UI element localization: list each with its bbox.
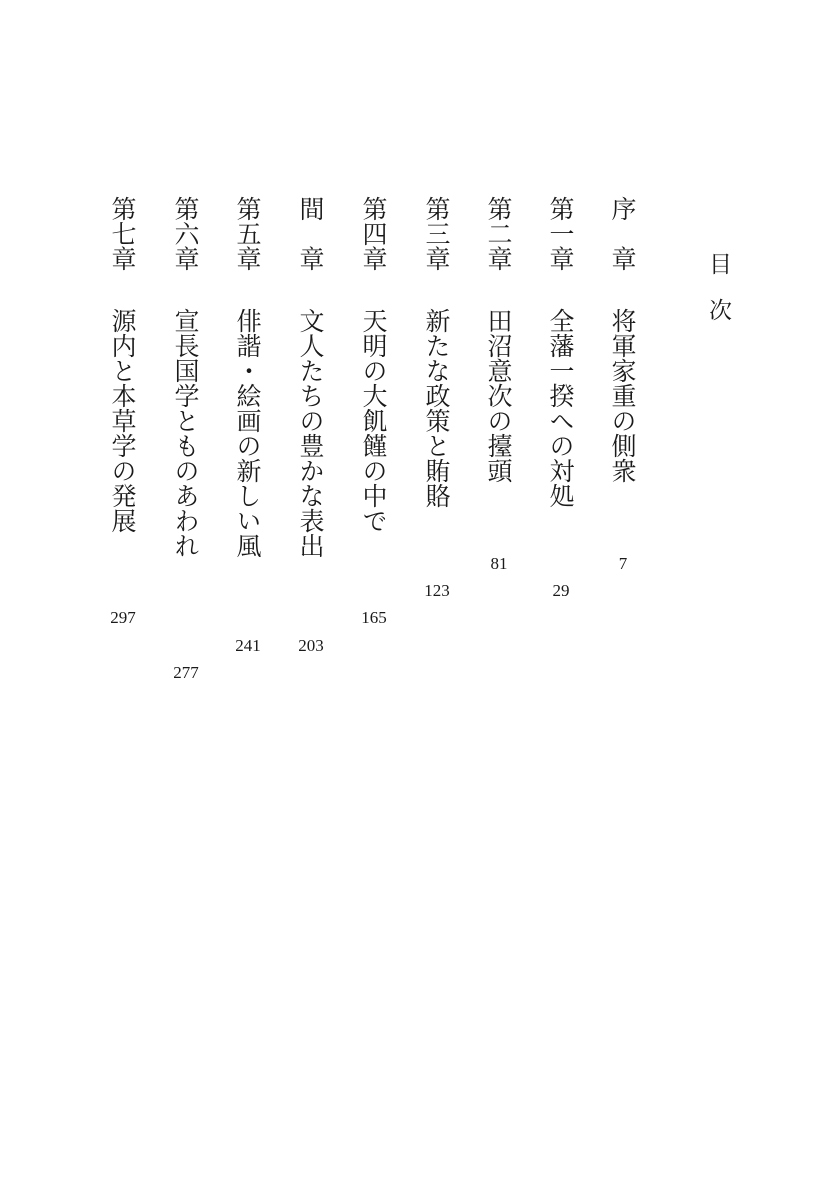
toc-chapter-label: 第五章	[233, 196, 262, 271]
toc-chapter-title: 源内と本草学の発展	[108, 308, 137, 533]
toc-chapter-title: 俳諧・絵画の新しい風	[233, 308, 262, 558]
toc-chapter-label: 第二章	[484, 196, 513, 271]
toc-page-number: 203	[298, 636, 324, 655]
toc-chapter-label: 間 章	[296, 196, 325, 271]
toc-page-number: 81	[490, 554, 508, 573]
toc-chapter-label: 第四章	[359, 196, 388, 271]
toc-chapter-label: 第三章	[422, 196, 451, 271]
toc-chapter-title: 文人たちの豊かな表出	[296, 308, 325, 558]
toc-chapter-title: 宣長国学とものあわれ	[171, 308, 200, 558]
toc-chapter-label: 第七章	[108, 196, 137, 271]
toc-chapter-title: 将軍家重の側衆	[608, 308, 637, 483]
toc-chapter-label: 第一章	[546, 196, 575, 271]
toc-page-number: 29	[552, 581, 570, 600]
toc-chapter-title: 田沼意次の擡頭	[484, 308, 513, 483]
toc-chapter-label: 第六章	[171, 196, 200, 271]
toc-chapter-title: 新たな政策と賄賂	[422, 308, 451, 508]
toc-chapter-title: 天明の大飢饉の中で	[359, 308, 388, 533]
toc-page-number: 7	[618, 554, 628, 573]
toc-heading: 目 次	[705, 252, 731, 321]
toc-chapter-title: 全藩一揆への対処	[546, 308, 575, 508]
toc-chapter-label: 序 章	[608, 196, 637, 271]
toc-page-number: 123	[424, 581, 450, 600]
toc-page-number: 241	[235, 636, 261, 655]
toc-page-number: 277	[173, 663, 199, 682]
toc-page-number: 297	[110, 608, 136, 627]
toc-page-number: 165	[361, 608, 387, 627]
